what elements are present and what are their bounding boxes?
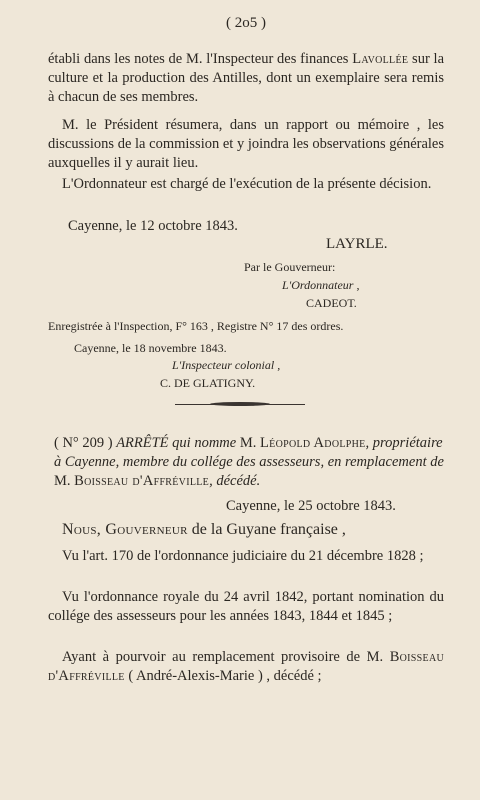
name-leopold-adolphe: Léopold Adolphe	[260, 435, 366, 451]
signature-glatigny: C. DE GLATIGNY.	[160, 376, 256, 390]
paragraph-vu-art: Vu l'art. 170 de l'ordonnance judiciaire du 21 décembre 1828 ;	[62, 548, 424, 564]
par-le-gouverneur: Par le Gouverneur:	[244, 260, 336, 274]
name-boisseau-2: Boisseau d'Affréville	[48, 649, 444, 684]
nous-gouverneur	[62, 520, 452, 539]
text: Ayant à pourvoir au remplacement provisoire de M.	[62, 649, 390, 665]
date-line-3: Cayenne, le 25 octobre 1843.	[226, 498, 396, 514]
paragraph-president: M. le Président résumera, dans un rapport ou mémoire , les discussions de la commission et y joindra les observations générales auxquelles il y aurait lieu.	[48, 117, 444, 171]
role-ordonnateur: L'Ordonnateur ,	[282, 278, 360, 292]
text: qui nomme	[168, 435, 240, 451]
text: M.	[54, 473, 75, 489]
section-divider	[175, 404, 305, 408]
paragraph-notes	[48, 50, 444, 107]
signature-layrle: LAYRLE.	[326, 236, 388, 252]
text: Gouverneur	[105, 521, 188, 538]
registration-line: Enregistrée à l'Inspection, F° 163 , Registre N° 17 des ordres.	[48, 319, 344, 333]
arrete-heading	[54, 434, 444, 491]
paragraph-ayant	[48, 648, 444, 686]
paragraph-ordonnateur: L'Ordonnateur est chargé de l'exécution de la présente décision.	[62, 176, 432, 192]
name-boisseau: Boisseau d'Affréville	[74, 473, 210, 489]
date-line-2: Cayenne, le 18 novembre 1843.	[74, 341, 227, 355]
text: M.	[239, 435, 260, 451]
text: sur la culture et la production des Antilles, dont un exemplaire sera remis à chacun de ses membres.	[48, 51, 445, 105]
page-number: ( 2o5 )	[226, 15, 266, 31]
text: , décédé.	[209, 473, 261, 489]
signature-cadeot: CADEOT.	[306, 296, 357, 310]
text: établi dans les notes de M. l'Inspecteur des finances	[48, 51, 353, 67]
role-inspecteur: L'Inspecteur colonial ,	[172, 358, 281, 372]
text: ( André-Alexis-Marie ) , décédé ;	[124, 668, 322, 684]
arrete-word: ARRÊTÉ	[116, 435, 169, 451]
date-line-1: Cayenne, le 12 octobre 1843.	[68, 218, 238, 234]
text: Nous,	[62, 521, 106, 538]
text: de la Guyane française ,	[187, 521, 346, 538]
name-lavollee: Lavollée	[352, 51, 409, 67]
paragraph-vu-ordonnance: Vu l'ordonnance royale du 24 avril 1842, portant nomination du collége des assesseurs pour les années 1843, 1844 et 1845 ;	[48, 589, 444, 624]
text: , propriétaire à Cayenne, membre du collége des assesseurs, en remplacement de	[54, 435, 444, 470]
arrete-number: ( N° 209 )	[54, 435, 117, 451]
